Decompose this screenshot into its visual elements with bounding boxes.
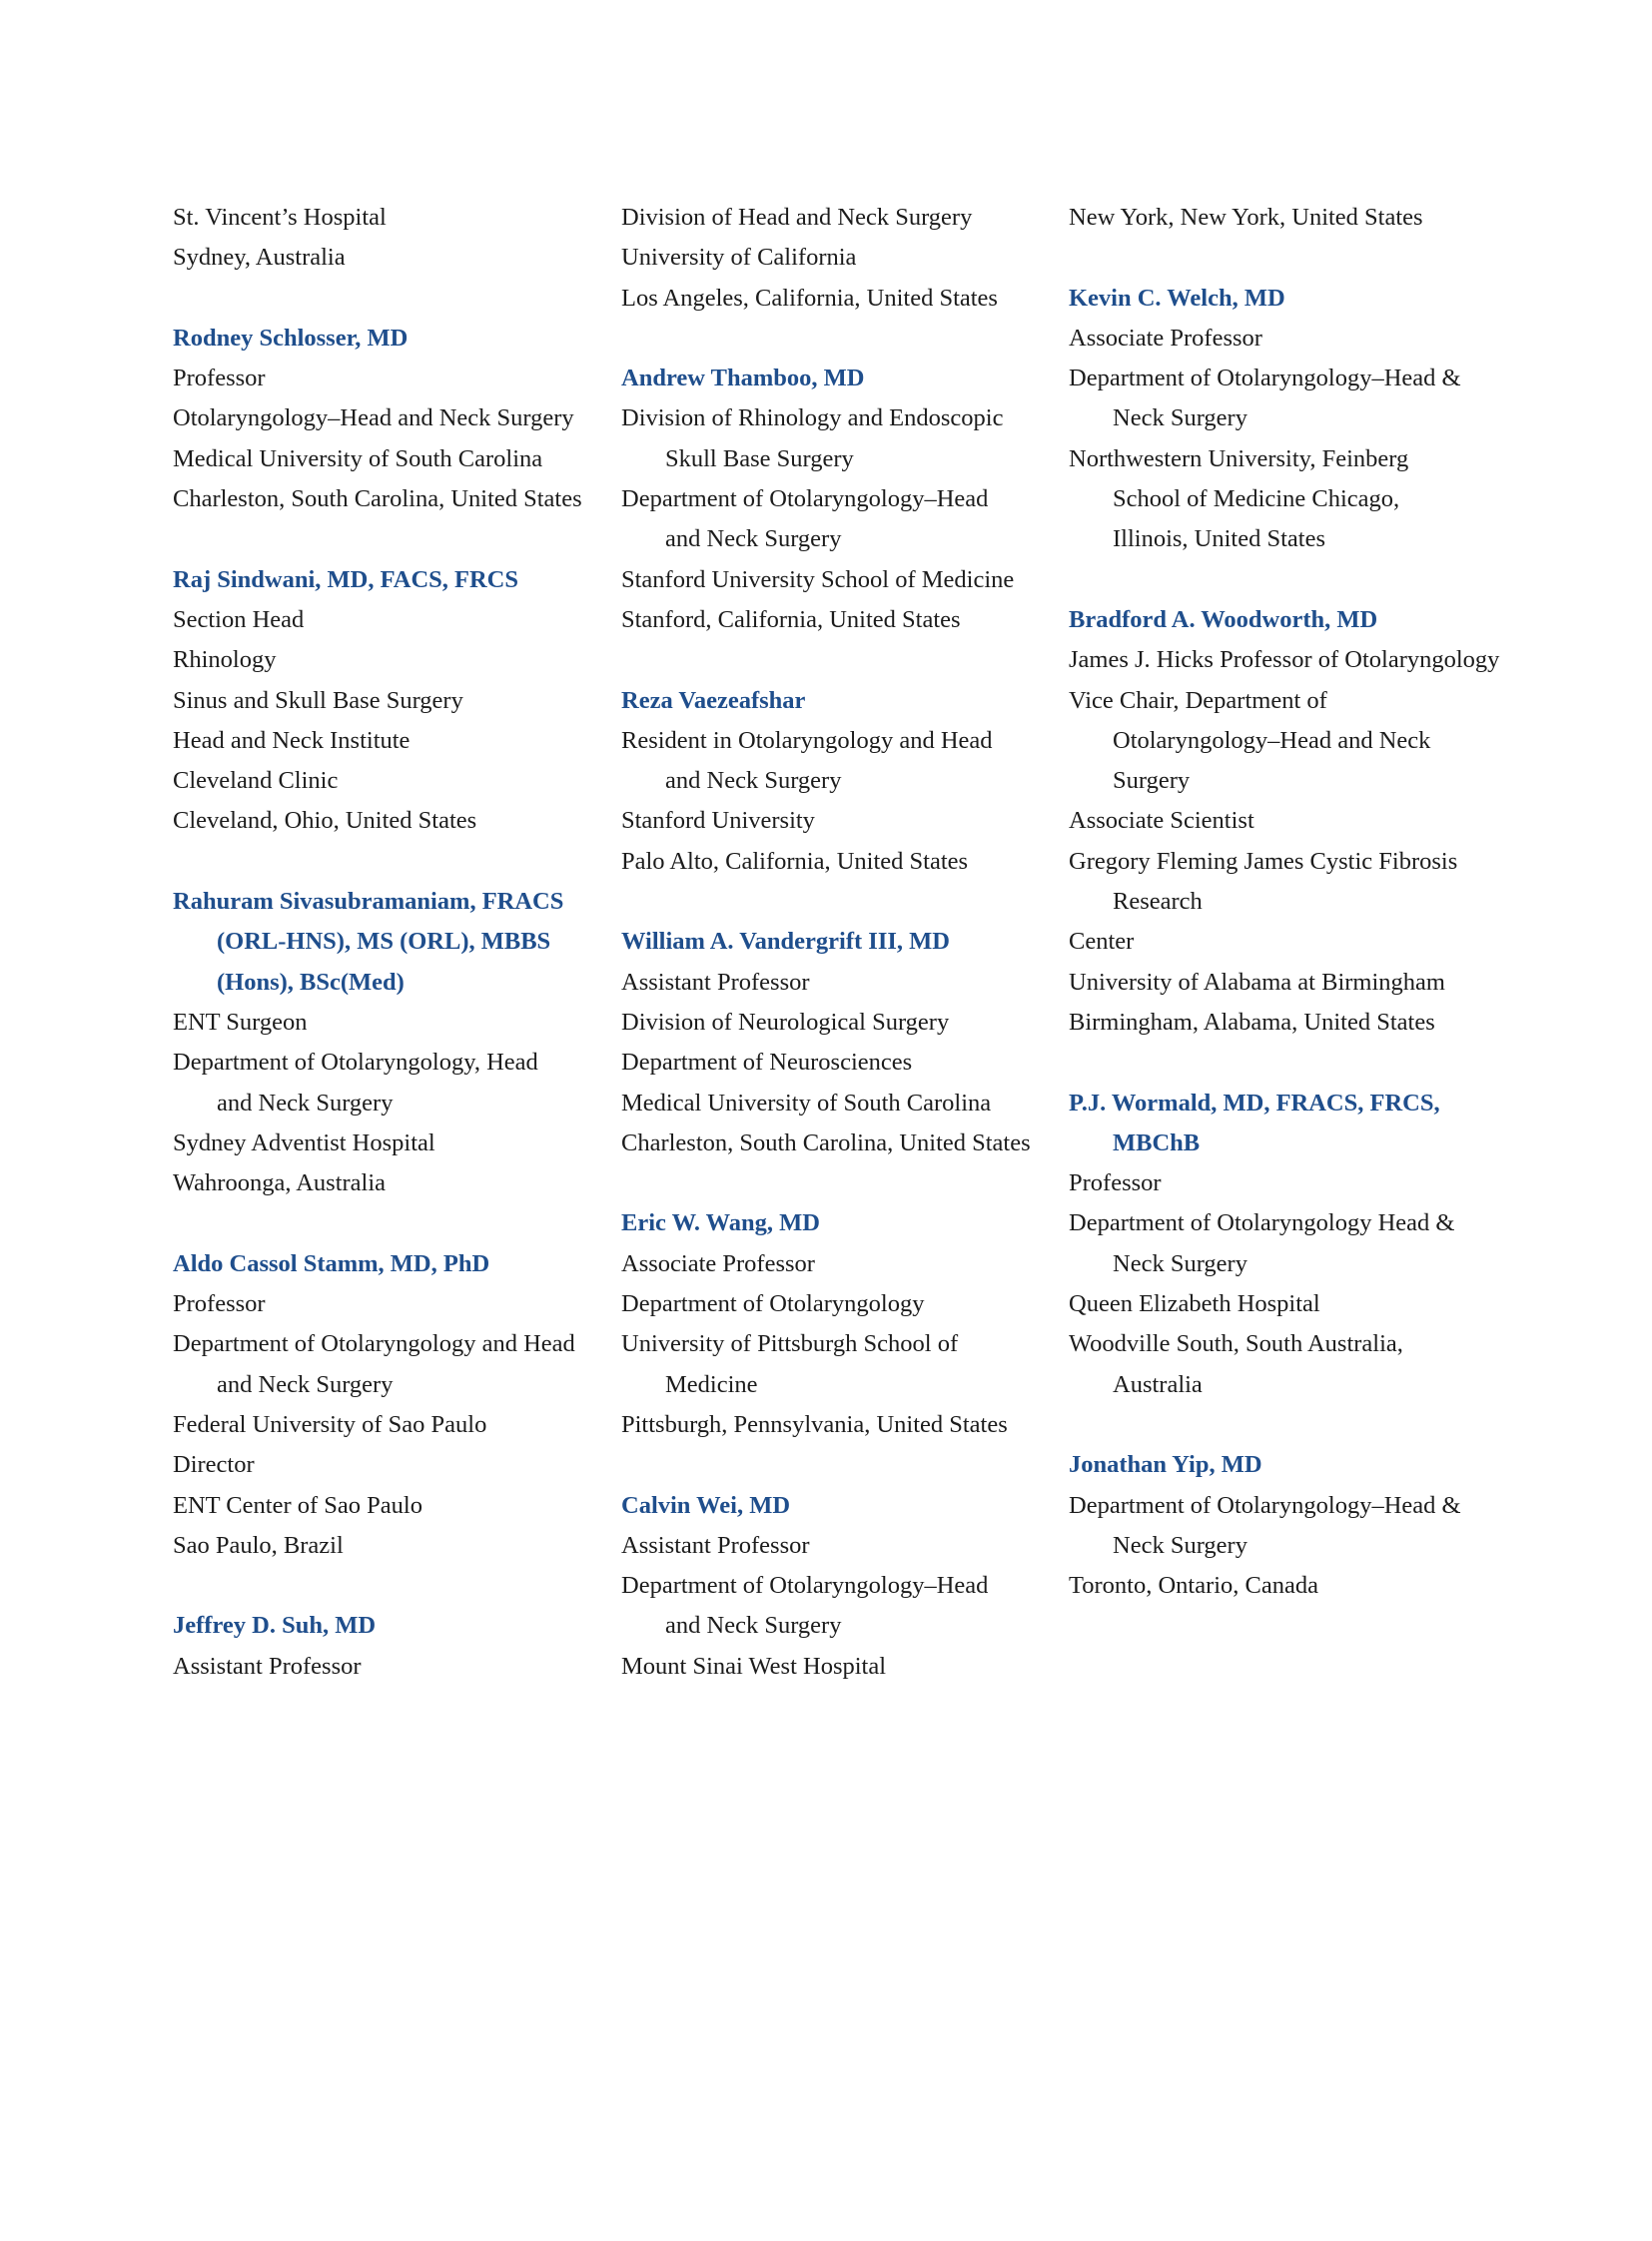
contributor-entry [621,1486,1041,1687]
entry-spacer [173,519,592,559]
affiliation-line: Department of Otolaryngology–Head & [1069,365,1461,392]
contributor-name: Andrew Thamboo, MD [621,365,865,392]
affiliation-line: Department of Otolaryngology, Head [173,1049,538,1077]
contributor-entry [621,681,1041,882]
contributor-name: Rodney Schlosser, MD [173,324,409,352]
affiliation-line: Gregory Fleming James Cystic Fibrosis [1069,847,1458,875]
affiliation-line: St. Vincent’s Hospital [173,204,387,231]
affiliation-line: Department of Neurosciences [621,1049,913,1077]
affiliation-line: Neck Surgery [1113,1249,1247,1277]
affiliation-line: Birmingham, Alabama, United States [1069,1008,1435,1036]
entry-spacer [1069,238,1508,278]
affiliation-line: Associate Scientist [1069,807,1254,835]
contributor-name: Eric W. Wang, MD [621,1209,820,1237]
contributors-column-2 [621,198,1041,1687]
contributor-entry [173,1606,592,1687]
contributor-name: Jonathan Yip, MD [1069,1451,1262,1479]
affiliation-line: Assistant Professor [621,1531,810,1559]
affiliation-line: ENT Surgeon [173,1008,308,1036]
affiliation-line: Medical University of South Carolina [173,444,543,472]
affiliation-line: Otolaryngology–Head and Neck [1113,726,1431,754]
contributor-entry [173,560,592,842]
contributor-name: Rahuram Sivasubramaniam, FRACS [173,888,564,916]
affiliation-line: Sydney Adventist Hospital [173,1128,435,1156]
affiliation-line: Medical University of South Carolina [621,1089,992,1117]
contributor-name: (ORL-HNS), MS (ORL), MBBS [217,928,551,956]
affiliation-line: Resident in Otolaryngology and Head [621,726,993,754]
contributor-entry-continued [621,198,1041,319]
entry-spacer [173,842,592,882]
contributor-entry [621,1203,1041,1445]
contributor-name: William A. Vandergrift III, MD [621,928,950,956]
entry-spacer [173,1566,592,1606]
affiliation-line: Charleston, South Carolina, United States [621,1128,1031,1156]
affiliation-line: Division of Head and Neck Surgery [621,204,973,231]
affiliation-line: Cleveland Clinic [173,767,339,795]
affiliation-line: University of Pittsburgh School of [621,1330,959,1358]
affiliation-line: Medicine [665,1370,758,1398]
affiliation-line: Australia [1113,1370,1203,1398]
contributor-name: Kevin C. Welch, MD [1069,284,1285,312]
contributor-name: Bradford A. Woodworth, MD [1069,605,1378,633]
contributor-entry [1069,1445,1508,1606]
contributor-name: Jeffrey D. Suh, MD [173,1612,377,1640]
affiliation-line: Division of Rhinology and Endoscopic [621,404,1004,432]
entry-spacer [621,319,1041,359]
contributor-name: Raj Sindwani, MD, FACS, FRCS [173,565,518,593]
affiliation-line: Wahroonga, Australia [173,1169,387,1197]
affiliation-line: Palo Alto, California, United States [621,847,969,875]
affiliation-line: University of Alabama at Birmingham [1069,968,1445,996]
entry-spacer [621,640,1041,680]
affiliation-line: Department of Otolaryngology and Head [173,1330,575,1358]
affiliation-line: Department of Otolaryngology–Head & [1069,1491,1461,1519]
affiliation-line: and Neck Surgery [665,1612,842,1640]
contributor-name: Calvin Wei, MD [621,1491,791,1519]
affiliation-line: Sydney, Australia [173,244,346,272]
affiliation-line: New York, New York, United States [1069,204,1423,231]
affiliation-line: Department of Otolaryngology–Head [621,1572,989,1600]
affiliation-line: Federal University of Sao Paulo [173,1410,487,1438]
contributor-entry [621,922,1041,1163]
affiliation-line: Department of Otolaryngology–Head [621,485,989,513]
entry-spacer [621,1445,1041,1485]
affiliation-line: Surgery [1113,767,1191,795]
affiliation-line: School of Medicine Chicago, [1113,485,1400,513]
affiliation-line: Assistant Professor [621,968,810,996]
affiliation-line: Director [173,1451,255,1479]
affiliation-line: ENT Center of Sao Paulo [173,1491,422,1519]
contributor-entry [1069,279,1508,560]
contributor-entry [173,319,592,519]
affiliation-line: Stanford University School of Medicine [621,565,1015,593]
contributor-entry [1069,1084,1508,1405]
affiliation-line: Pittsburgh, Pennsylvania, United States [621,1410,1008,1438]
affiliation-line: and Neck Surgery [665,767,842,795]
affiliation-line: Sao Paulo, Brazil [173,1531,344,1559]
affiliation-line: Associate Professor [1069,324,1262,352]
contributor-name: (Hons), BSc(Med) [217,968,405,996]
affiliation-line: Stanford, California, United States [621,605,961,633]
affiliation-line: Los Angeles, California, United States [621,284,998,312]
affiliation-line: Associate Professor [621,1249,815,1277]
contributor-entry [173,882,592,1203]
affiliation-line: Rhinology [173,646,277,674]
affiliation-line: Professor [1069,1169,1162,1197]
entry-spacer [621,1163,1041,1203]
entry-spacer [621,882,1041,922]
contributor-name: Reza Vaezeafshar [621,686,806,714]
affiliation-line: and Neck Surgery [217,1370,394,1398]
affiliation-line: Research [1113,888,1203,916]
affiliation-line: Skull Base Surgery [665,444,854,472]
contributor-name: Aldo Cassol Stamm, MD, PhD [173,1249,490,1277]
affiliation-line: Head and Neck Institute [173,726,411,754]
affiliation-line: Professor [173,365,266,392]
affiliation-line: Northwestern University, Feinberg [1069,444,1409,472]
entry-spacer [1069,1405,1508,1445]
contributor-entry [621,359,1041,640]
affiliation-line: Stanford University [621,807,815,835]
contributor-entry-continued [173,198,592,279]
contributor-entry-continued [1069,198,1508,238]
contributors-column-1 [173,198,592,1687]
affiliation-line: Mount Sinai West Hospital [621,1652,887,1680]
affiliation-line: Section Head [173,605,305,633]
affiliation-line: Queen Elizabeth Hospital [1069,1290,1320,1318]
affiliation-line: Neck Surgery [1113,404,1247,432]
contributors-column-3 [1069,198,1508,1606]
affiliation-line: Cleveland, Ohio, United States [173,807,477,835]
entry-spacer [1069,1043,1508,1083]
affiliation-line: Assistant Professor [173,1652,362,1680]
entry-spacer [173,279,592,319]
affiliation-line: and Neck Surgery [665,525,842,553]
contributor-entry [173,1244,592,1566]
affiliation-line: Vice Chair, Department of [1069,686,1327,714]
affiliation-line: Toronto, Ontario, Canada [1069,1572,1319,1600]
affiliation-line: Sinus and Skull Base Surgery [173,686,463,714]
affiliation-line: Division of Neurological Surgery [621,1008,950,1036]
affiliation-line: Professor [173,1290,266,1318]
affiliation-line: Woodville South, South Australia, [1069,1330,1403,1358]
affiliation-line: Department of Otolaryngology [621,1290,925,1318]
affiliation-line: University of California [621,244,857,272]
contributor-entry [1069,600,1508,1043]
affiliation-line: Charleston, South Carolina, United States [173,485,582,513]
entry-spacer [1069,560,1508,600]
affiliation-line: Center [1069,928,1135,956]
entry-spacer [173,1203,592,1243]
affiliation-line: Department of Otolaryngology Head & [1069,1209,1455,1237]
contributor-name: P.J. Wormald, MD, FRACS, FRCS, [1069,1089,1440,1117]
affiliation-line: and Neck Surgery [217,1089,394,1117]
affiliation-line: Otolaryngology–Head and Neck Surgery [173,404,574,432]
affiliation-line: James J. Hicks Professor of Otolaryngology [1069,646,1500,674]
affiliation-line: Illinois, United States [1113,525,1325,553]
contributor-name: MBChB [1113,1128,1201,1156]
affiliation-line: Neck Surgery [1113,1531,1247,1559]
